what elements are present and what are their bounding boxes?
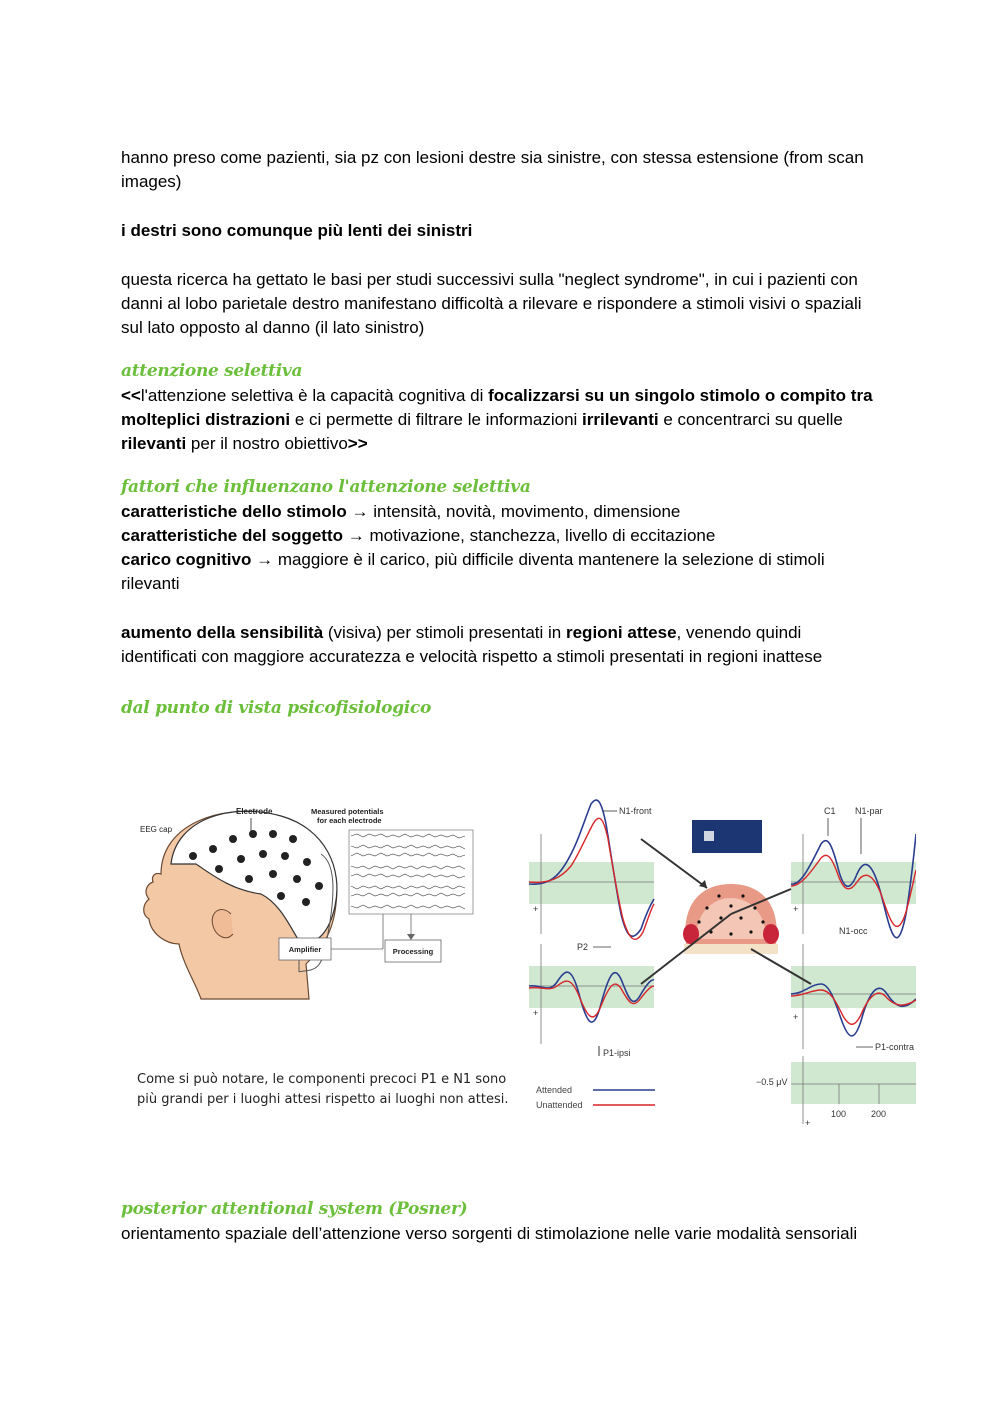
tick-100: 100 bbox=[831, 1109, 847, 1119]
fattore-item bbox=[121, 548, 881, 596]
stimulus-display bbox=[692, 820, 762, 853]
quote-open: << bbox=[121, 386, 141, 405]
bold-text: caratteristiche del soggetto bbox=[121, 526, 344, 545]
label-eeg-cap: EEG cap bbox=[140, 825, 173, 834]
bold-statement: i destri sono comunque più lenti dei sinistri bbox=[121, 221, 473, 240]
label-p2: P2 bbox=[577, 942, 589, 952]
bold-text: carico cognitivo bbox=[121, 550, 252, 569]
label-measured-2: for each electrode bbox=[317, 816, 382, 825]
fattore-item bbox=[121, 500, 881, 524]
paragraph-definition bbox=[121, 384, 881, 456]
text: e concentrarci su quelle bbox=[658, 410, 843, 429]
heading-posterior: posterior attentional system (Posner) bbox=[121, 1199, 468, 1219]
label-c1: C1 bbox=[824, 806, 836, 816]
bold-text: rilevanti bbox=[121, 434, 187, 453]
label-p1-ipsi: P1-ipsi bbox=[603, 1048, 631, 1058]
bold-text: caratteristiche dello stimolo bbox=[121, 502, 347, 521]
quote-close: >> bbox=[347, 434, 368, 453]
label-n1-occ: N1-occ bbox=[839, 926, 868, 936]
label-microvolt: −0.5 μV bbox=[756, 1077, 788, 1087]
label-processing: Processing bbox=[392, 947, 434, 956]
bold-text: focalizzarsi su un singolo stimolo o compito tra molteplici distrazioni bbox=[121, 386, 873, 429]
text: → intensità, novità, movimento, dimensione bbox=[346, 502, 681, 521]
figure-caption: Come si può notare, le componenti precoci P1 e N1 sono più grandi per i luoghi attesi rispetto ai luoghi non attesi. bbox=[137, 1072, 509, 1107]
section-posterior bbox=[121, 1196, 881, 1246]
eeg-head-illustration bbox=[140, 807, 473, 999]
label-p1-contra: P1-contra bbox=[875, 1042, 915, 1052]
label-plus: + bbox=[533, 1008, 539, 1018]
text: e ci permette di filtrare le informazioni bbox=[290, 410, 583, 429]
erp-panels bbox=[529, 800, 916, 1128]
label-n1-par: N1-par bbox=[855, 806, 883, 816]
text: per il nostro obiettivo bbox=[186, 434, 348, 453]
legend-attended: Attended bbox=[536, 1085, 573, 1095]
bold-text: aumento della sensibilità bbox=[121, 623, 324, 642]
paragraph-patients: hanno preso come pazienti, sia pz con lesioni destre sia sinistre, con stessa estensione (from scan images) bbox=[121, 148, 864, 191]
paragraph-right-slower bbox=[121, 219, 881, 243]
erp-figure bbox=[121, 794, 916, 1134]
text: l'attenzione selettiva è la capacità cognitiva di bbox=[140, 386, 489, 405]
fattore-item bbox=[121, 524, 881, 548]
label-plus: + bbox=[793, 904, 799, 914]
label-plus: + bbox=[533, 904, 539, 914]
label-plus: + bbox=[793, 1012, 799, 1022]
paragraph-posterior: orientamento spaziale dell’attenzione verso sorgenti di stimolazione nelle varie modalità sensoriali bbox=[121, 1224, 858, 1243]
bold-text: regioni attese bbox=[565, 623, 677, 642]
label-n1-front: N1-front bbox=[619, 806, 652, 816]
text: → maggiore è il carico, più difficile diventa mantenere la selezione di stimoli rilevanti bbox=[121, 550, 825, 593]
label-plus: + bbox=[805, 1118, 811, 1128]
tick-200: 200 bbox=[871, 1109, 887, 1119]
heading-psicofisiologico: dal punto di vista psicofisiologico bbox=[121, 698, 432, 718]
text: (visiva) per stimoli presentati in bbox=[323, 623, 566, 642]
label-amplifier: Amplifier bbox=[288, 945, 322, 954]
text: , venendo quindi identificati con maggiore accuratezza e velocità rispetto a stimoli presentati in regioni inattese bbox=[121, 623, 823, 666]
document-body bbox=[121, 146, 881, 721]
scalp-map bbox=[683, 884, 779, 954]
paragraph-neglect: questa ricerca ha gettato le basi per studi successivi sulla "neglect syndrome", in cui i pazienti con danni al lobo parietale destro manifestano difficoltà a rilevare e rispondere a stimoli visivi o spaziali sul lato opposto al danno (il lato sinistro) bbox=[121, 270, 862, 337]
text: → motivazione, stanchezza, livello di eccitazione bbox=[343, 526, 716, 545]
paragraph-aumento bbox=[121, 621, 881, 669]
label-electrode: Electrode bbox=[236, 807, 273, 816]
legend-unattended: Unattended bbox=[536, 1100, 583, 1110]
heading-fattori: fattori che influenzano l'attenzione selettiva bbox=[121, 477, 531, 497]
bold-text: irrilevanti bbox=[582, 410, 659, 429]
heading-attenzione-selettiva: attenzione selettiva bbox=[121, 361, 303, 381]
label-measured: Measured potentials bbox=[311, 807, 384, 816]
